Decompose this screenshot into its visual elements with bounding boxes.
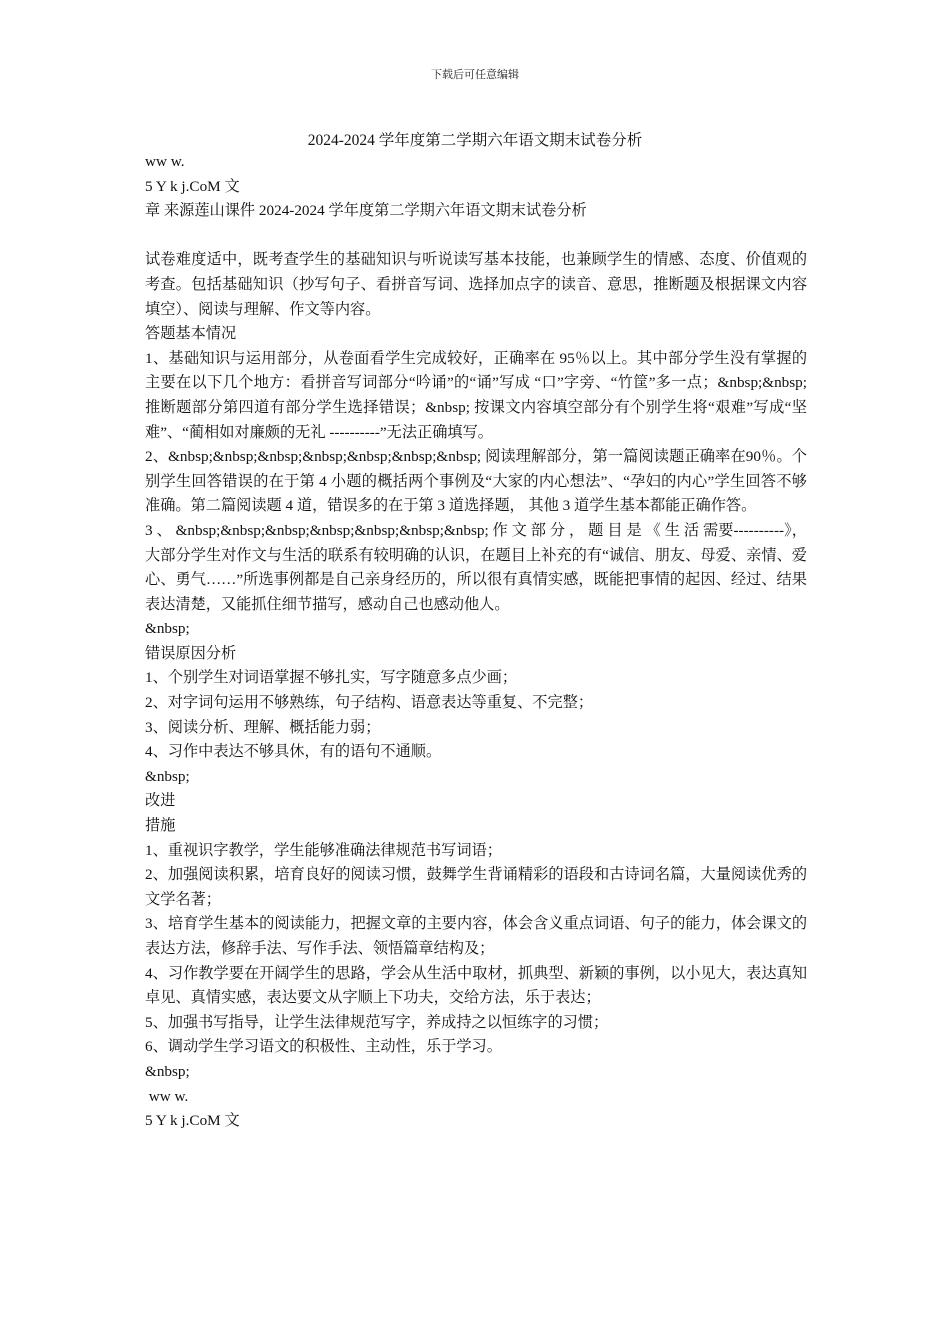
document-title: 2024-2024 学年度第二学期六年语文期末试卷分析: [307, 132, 643, 149]
answer-item-1: 1、基础知识与运用部分，从卷面看学生完成较好，正确率在 95％以上。其中部分学生没有掌握的主要在以下几个地方：看拼音写词部分“吟诵”的“诵”写成 “口”字旁、“竹筐”多一点；&nbsp;&nbsp; 推断题部分第四道有部分学生选择错误；&nbsp; 按课文内容填空部分有个别学生将“艰难”写成“坚难”、“蔺相如对廉颇的无礼 ----------”无法正确填写。: [145, 349, 807, 441]
source-line: 章 来源莲山课件 2024-2024 学年度第二学期六年语文期末试卷分析: [145, 202, 587, 220]
blank-line: [145, 224, 807, 249]
source-line: 5 Y k j.CoM 文: [145, 177, 240, 195]
source-line: 5 Y k j.CoM 文: [145, 1112, 240, 1130]
nbsp-line: &nbsp;: [145, 767, 190, 785]
measure-item-5: 5、加强书写指导，让学生法律规范写字，养成持之以恒练字的习惯；: [145, 1013, 609, 1031]
error-item-4: 4、习作中表达不够具休，有的语句不通顺。: [145, 743, 442, 761]
measure-item-2: 2、加强阅读积累，培育良好的阅读习惯，鼓舞学生背诵精彩的语段和古诗词名篇，大量阅读优秀的文学名著；: [145, 866, 807, 908]
source-line: ww w.: [145, 153, 185, 170]
source-line: ww w.: [145, 1087, 189, 1105]
section-heading-improve: 改进: [145, 792, 176, 810]
section-heading-errors: 错误原因分析: [145, 644, 237, 662]
section-heading-answers: 答题基本情况: [145, 325, 237, 343]
answer-item-2: 2、&nbsp;&nbsp;&nbsp;&nbsp;&nbsp;&nbsp;&nbsp; 阅读理解部分，第一篇阅读题正确率在90％。个别学生回答错误的在于第 4 小题的概括两个事例及“大家的内心想法”、“孕妇的内心”学生回答不够准确。第二篇阅读题 4 道，错误多的在于第 3 道选择题， 其他 3 道学生基本都能正确作答。: [145, 448, 807, 515]
measure-item-3: 3、培育学生基本的阅读能力，把握文章的主要内容，体会含义重点词语、句子的能力，体会课文的表达方法，修辞手法、写作手法、领悟篇章结构及；: [145, 915, 807, 957]
measure-item-1: 1、重视识字教学，学生能够准确法律规范书写词语；: [145, 841, 502, 859]
measure-item-6: 6、调动学生学习语文的积极性、主动性，乐于学习。: [145, 1038, 502, 1056]
intro-paragraph: 试卷难度适中，既考查学生的基础知识与听说读写基本技能，也兼顾学生的情感、态度、价值观的考查。包括基础知识（抄写句子、看拼音写词、选择加点字的读音、意思，推断题及根据课文内容填空）、阅读与理解、作文等内容。: [145, 251, 807, 318]
section-heading-measures: 措施: [145, 817, 176, 835]
nbsp-line: &nbsp;: [145, 1062, 190, 1080]
document-body: [145, 150, 807, 1134]
answer-item-3: 3 、 &nbsp;&nbsp;&nbsp;&nbsp;&nbsp;&nbsp;&nbsp; 作 文 部 分 ， 题 目 是 《 生 活 需要----------》，大部分学生对作文与生活的联系有较明确的认识，在题目上补充的有“诚信、朋友、母爱、亲情、爱心、勇气……”所选事例都是自己亲身经历的，所以很有真情实感，既能把事情的起因、经过、结果表达清楚，又能抓住细节描写，感动自己也感动他人。: [145, 521, 807, 613]
error-item-1: 1、个别学生对词语掌握不够扎实，写字随意多点少画；: [145, 669, 518, 687]
error-item-3: 3、阅读分析、理解、概括能力弱；: [145, 718, 381, 736]
error-item-2: 2、对字词句运用不够熟练，句子结构、语意表达等重复、不完整；: [145, 694, 594, 712]
measure-item-4: 4、习作教学要在开阔学生的思路，学会从生活中取材，抓典型、新颖的事例，以小见大，表达真知卓见、真情实感，表达要文从字顺上下功夫，交给方法，乐于表达；: [145, 964, 807, 1007]
page-header: 下载后可任意编辑: [431, 69, 519, 81]
nbsp-line: &nbsp;: [145, 620, 190, 638]
